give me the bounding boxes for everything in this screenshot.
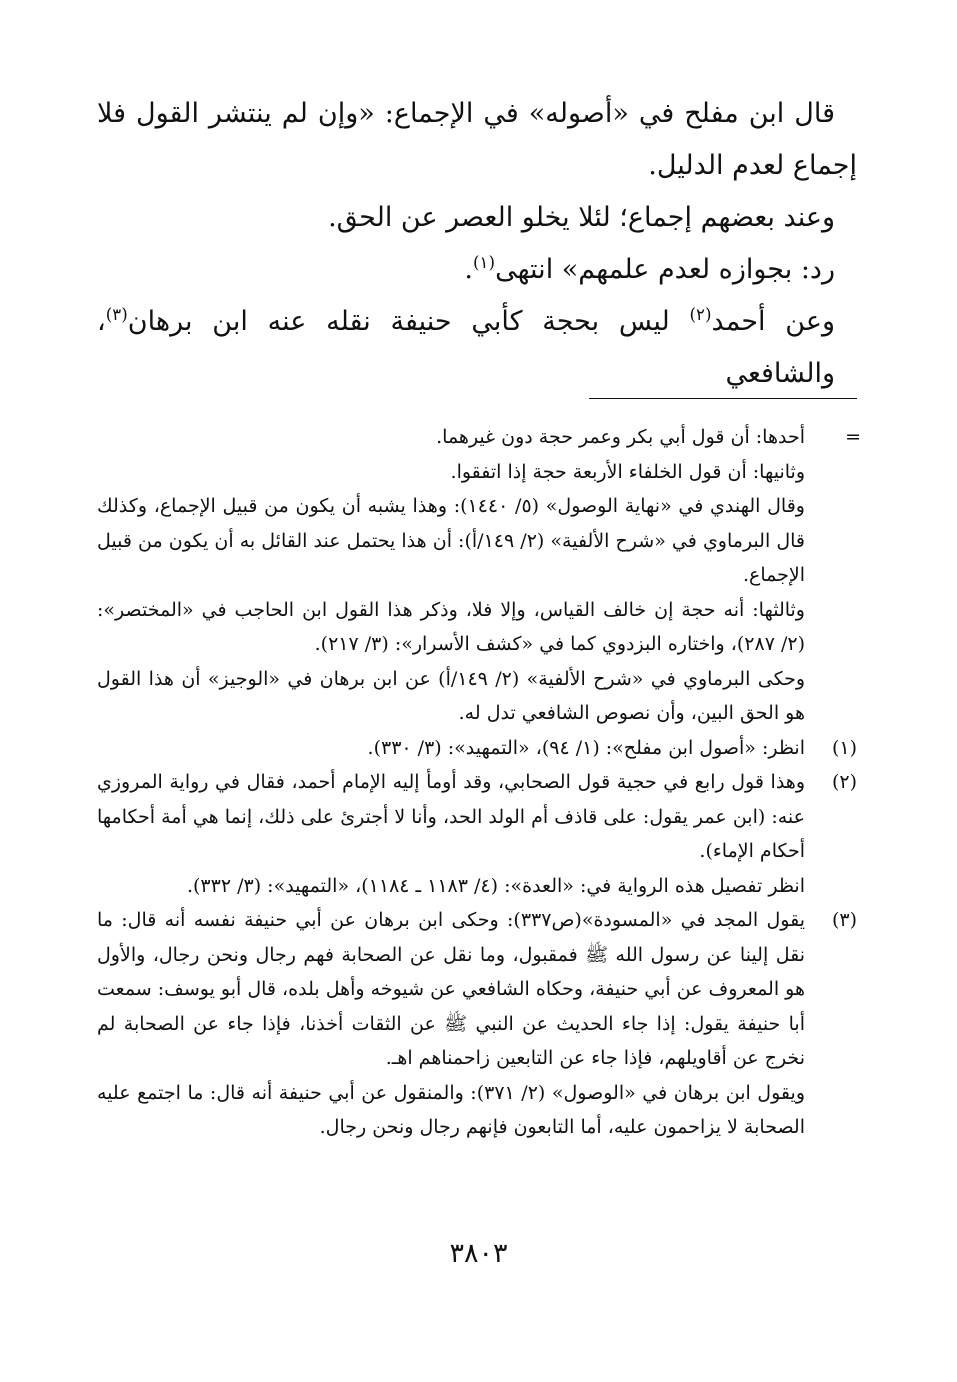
- footnote-text: يقول المجد في «المسودة»(ص٣٣٧): وحكى ابن برهان عن أبي حنيفة نفسه أنه قال: ما نقل إلينا عن رسول الله ﷺ فمقبول، وما نقل عن الصحابة فهم رجال ونحن رجال، والأول هو المعروف عن أبي حنيفة، وحكاه الشافعي عن شيوخه وأهل بلده، قال أبو يوسف: سمعت أبا حنيفة يقول: إذا جاء الحديث عن النبي ﷺ عن الثقات أخذنا، فإذا جاء عن الصحابة لم نخرج عن أقاويلهم، فإذا جاء عن التابعين زاحمناهم اهـ.: [97, 909, 805, 1069]
- main-paragraph-4-b: ليس بحجة كأبي حنيفة نقله عنه ابن برهان: [127, 306, 690, 337]
- footnote-number: (٢): [831, 771, 857, 793]
- main-paragraph-3-end: .: [464, 254, 474, 285]
- footnotes: [97, 420, 861, 1145]
- main-paragraph-2: وعند بعضهم إجماع؛ لئلا يخلو العصر عن الحق.: [328, 202, 835, 233]
- footnote-continuation: [97, 420, 861, 731]
- footnote-line: وقال الهندي في «نهاية الوصول» (٥/ ١٤٤٠): وهذا يشبه أن يكون من قبيل الإجماع، وكذلك قال البرماوي في «شرح الألفية» (٢/ ١٤٩/أ): أن هذا يحتمل عند القائل به أن يكون من قبيل الإجماع.: [97, 495, 806, 586]
- footnote-divider: [589, 398, 857, 399]
- continuation-mark: =: [845, 426, 861, 448]
- footnote-line: أحدها: أن قول أبي بكر وعمر حجة دون غيرهما.: [436, 426, 805, 448]
- footnote-line: وثانيها: أن قول الخلفاء الأربعة حجة إذا اتفقوا.: [450, 460, 805, 483]
- footnote-number: (١): [831, 736, 857, 759]
- footnote-text: انظر: «أصول ابن مفلح»: (١/ ٩٤)، «التمهيد»: (٣/ ٣٣٠).: [367, 736, 805, 759]
- main-text: [97, 88, 857, 400]
- main-paragraph-4-a: وعن أحمد: [711, 306, 835, 337]
- footnote-2: [97, 765, 857, 903]
- main-paragraph-4: [97, 296, 857, 400]
- footnote-ref-3: (٣): [105, 304, 128, 324]
- main-paragraph-3: [97, 244, 857, 296]
- footnote-text: انظر تفصيل هذه الرواية في: «العدة»: (٤/ ١١٨٣ ـ ١١٨٤)، «التمهيد»: (٣/ ٣٣٢).: [186, 874, 805, 897]
- footnote-1: [97, 731, 857, 766]
- main-paragraph-4-c: ، والشافعي: [97, 306, 835, 389]
- main-paragraph-1: قال ابن مفلح في «أصوله» في الإجماع: «وإن لم ينتشر القول فلا إجماع لعدم الدليل.: [97, 98, 857, 181]
- main-paragraph-3-text: رد: بجوازه لعدم علمهم» انتهى: [495, 254, 835, 285]
- footnote-3: [97, 903, 857, 1145]
- footnote-line: وثالثها: أنه حجة إن خالف القياس، وإلا فلا، وذكر هذا القول ابن الحاجب في «المختصر»: (٢/ ٢٨٧)، واختاره البزدوي كما في «كشف الأسرار»: (٣/ ٢١٧).: [97, 598, 805, 655]
- footnote-text: ويقول ابن برهان في «الوصول» (٢/ ٣٧١): والمنقول عن أبي حنيفة أنه قال: ما اجتمع عليه الصحابة لا يزاحمون عليه، أما التابعون فإنهم رجال ونحن رجال.: [97, 1081, 805, 1138]
- footnote-number: (٣): [831, 909, 857, 931]
- footnote-ref-1: (١): [473, 252, 496, 272]
- footnote-line: وحكى البرماوي في «شرح الألفية» (٢/ ١٤٩/أ) عن ابن برهان في «الوجيز» أن هذا القول هو الحق البين، وأن نصوص الشافعي تدل له.: [97, 667, 805, 724]
- footnote-text: وهذا قول رابع في حجية قول الصحابي، وقد أومأ إليه الإمام أحمد، فقال في رواية المروزي عنه: (ابن عمر يقول: على قاذف أم الولد الحد، وأنا لا أجترئ على ذلك، إنما هي أمة أحكامها أحكام الإماء).: [97, 771, 805, 862]
- page-number: ٣٨٠٣: [449, 1238, 508, 1269]
- footnote-ref-2: (٢): [689, 304, 712, 324]
